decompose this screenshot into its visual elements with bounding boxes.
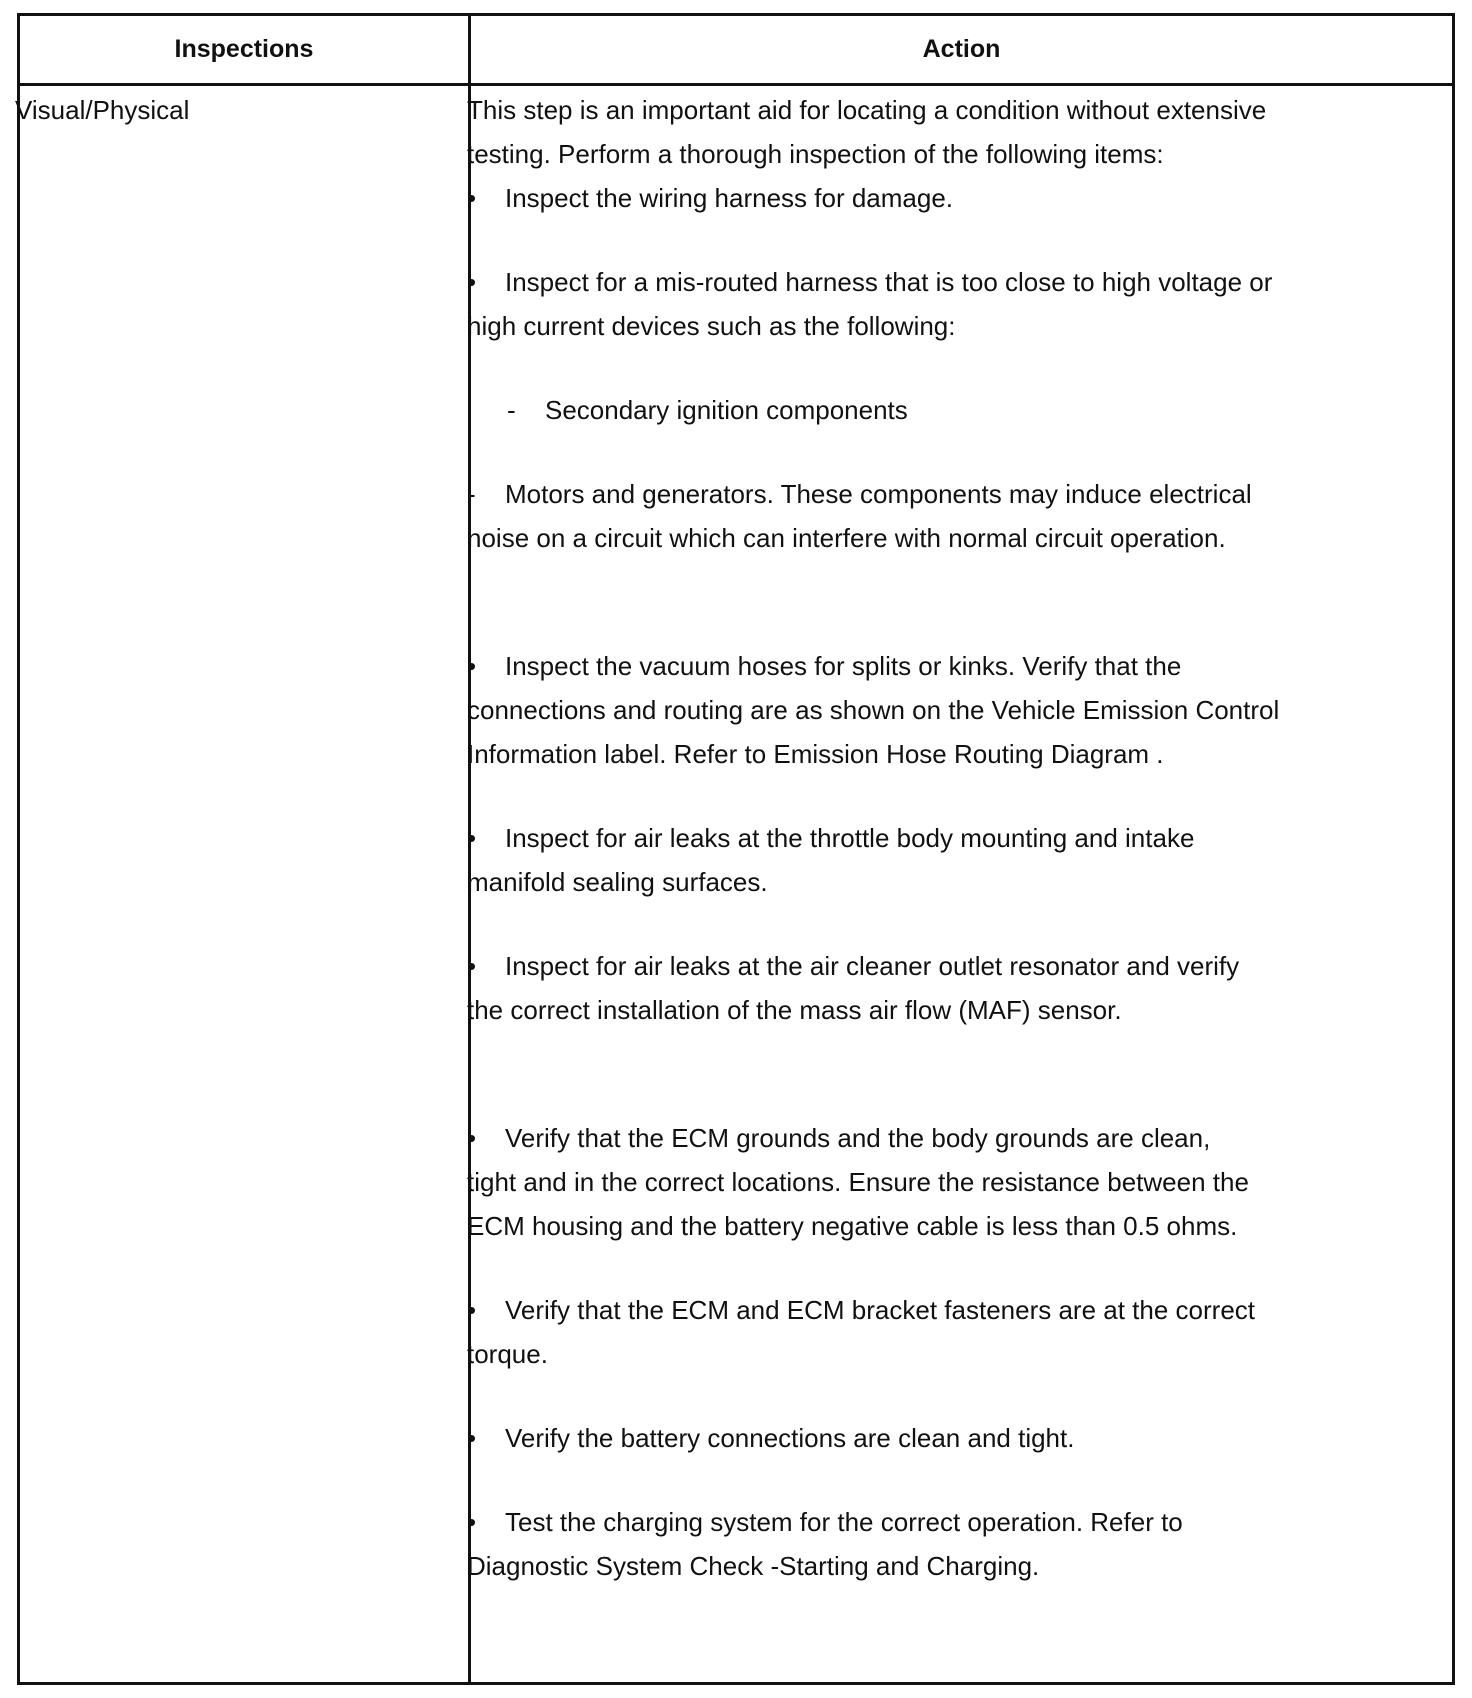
list-item-text: Verify that the ECM and ECM bracket fasteners are at the correct <box>505 1295 1256 1325</box>
list-item-text: Test the charging system for the correct operation. Refer to <box>505 1507 1183 1537</box>
inspection-cell: Visual/Physical <box>15 95 190 125</box>
list-item-air-cleaner-cont: the correct installation of the mass air flow (MAF) sensor. <box>467 995 1122 1025</box>
list-item-vacuum-cont: Information label. Refer to Emission Hose Routing Diagram . <box>467 739 1164 769</box>
sub-item-motors <box>467 472 1357 516</box>
list-item-misrouted <box>467 260 1357 304</box>
list-item-charging <box>467 1500 1357 1544</box>
bullet-icon: • <box>467 1123 477 1153</box>
sub-item-text: Secondary ignition components <box>545 395 908 425</box>
list-item-vacuum <box>467 644 1357 688</box>
header-action: Action <box>922 35 1001 63</box>
list-item-grounds <box>467 1116 1357 1160</box>
bullet-icon: • <box>467 1507 477 1537</box>
sub-item-motors-cont: noise on a circuit which can interfere with normal circuit operation. <box>467 523 1226 553</box>
bullet-icon: • <box>467 183 477 213</box>
list-item-grounds-cont: ECM housing and the battery negative cable is less than 0.5 ohms. <box>467 1211 1238 1241</box>
action-cell <box>467 88 1357 1588</box>
bullet-icon: • <box>467 951 477 981</box>
list-item-misrouted-cont: high current devices such as the following: <box>467 311 956 341</box>
list-item-fasteners-cont: torque. <box>467 1339 548 1369</box>
bullet-icon: • <box>467 823 477 853</box>
bullet-icon: • <box>467 1423 477 1453</box>
list-item-charging-cont: Diagnostic System Check -Starting and Charging. <box>467 1551 1040 1581</box>
list-item-text: Inspect the wiring harness for damage. <box>505 183 954 213</box>
list-item-air-cleaner <box>467 944 1357 988</box>
list-item-throttle-cont: manifold sealing surfaces. <box>467 867 768 897</box>
bullet-icon: • <box>467 267 477 297</box>
sub-item-text: Motors and generators. These components may induce electrical <box>505 479 1252 509</box>
sub-item-ignition <box>467 388 1357 432</box>
list-item-fasteners <box>467 1288 1357 1332</box>
list-item-text: Inspect for air leaks at the throttle body mounting and intake <box>505 823 1195 853</box>
dash-icon: - <box>467 479 476 509</box>
list-item-grounds-cont: tight and in the correct locations. Ensure the resistance between the <box>467 1167 1249 1197</box>
list-item-vacuum-cont: connections and routing are as shown on the Vehicle Emission Control <box>467 695 1280 725</box>
intro-line-2: testing. Perform a thorough inspection of the following items: <box>467 139 1164 169</box>
header-inspections: Inspections <box>174 35 314 63</box>
list-item-text: Inspect for a mis-routed harness that is too close to high voltage or <box>505 267 1273 297</box>
intro-line-1: This step is an important aid for locating a condition without extensive <box>467 95 1267 125</box>
dash-icon: - <box>507 395 516 425</box>
list-item-text: Verify that the ECM grounds and the body grounds are clean, <box>505 1123 1211 1153</box>
bullet-icon: • <box>467 651 477 681</box>
list-item-throttle <box>467 816 1357 860</box>
table-header-row <box>20 16 1452 86</box>
list-item-text: Verify the battery connections are clean and tight. <box>505 1423 1075 1453</box>
bullet-icon: • <box>467 1295 477 1325</box>
list-item-text: Inspect the vacuum hoses for splits or kinks. Verify that the <box>505 651 1182 681</box>
list-item-battery <box>467 1416 1357 1460</box>
list-item-wiring <box>467 176 1357 220</box>
list-item-text: Inspect for air leaks at the air cleaner outlet resonator and verify <box>505 951 1240 981</box>
